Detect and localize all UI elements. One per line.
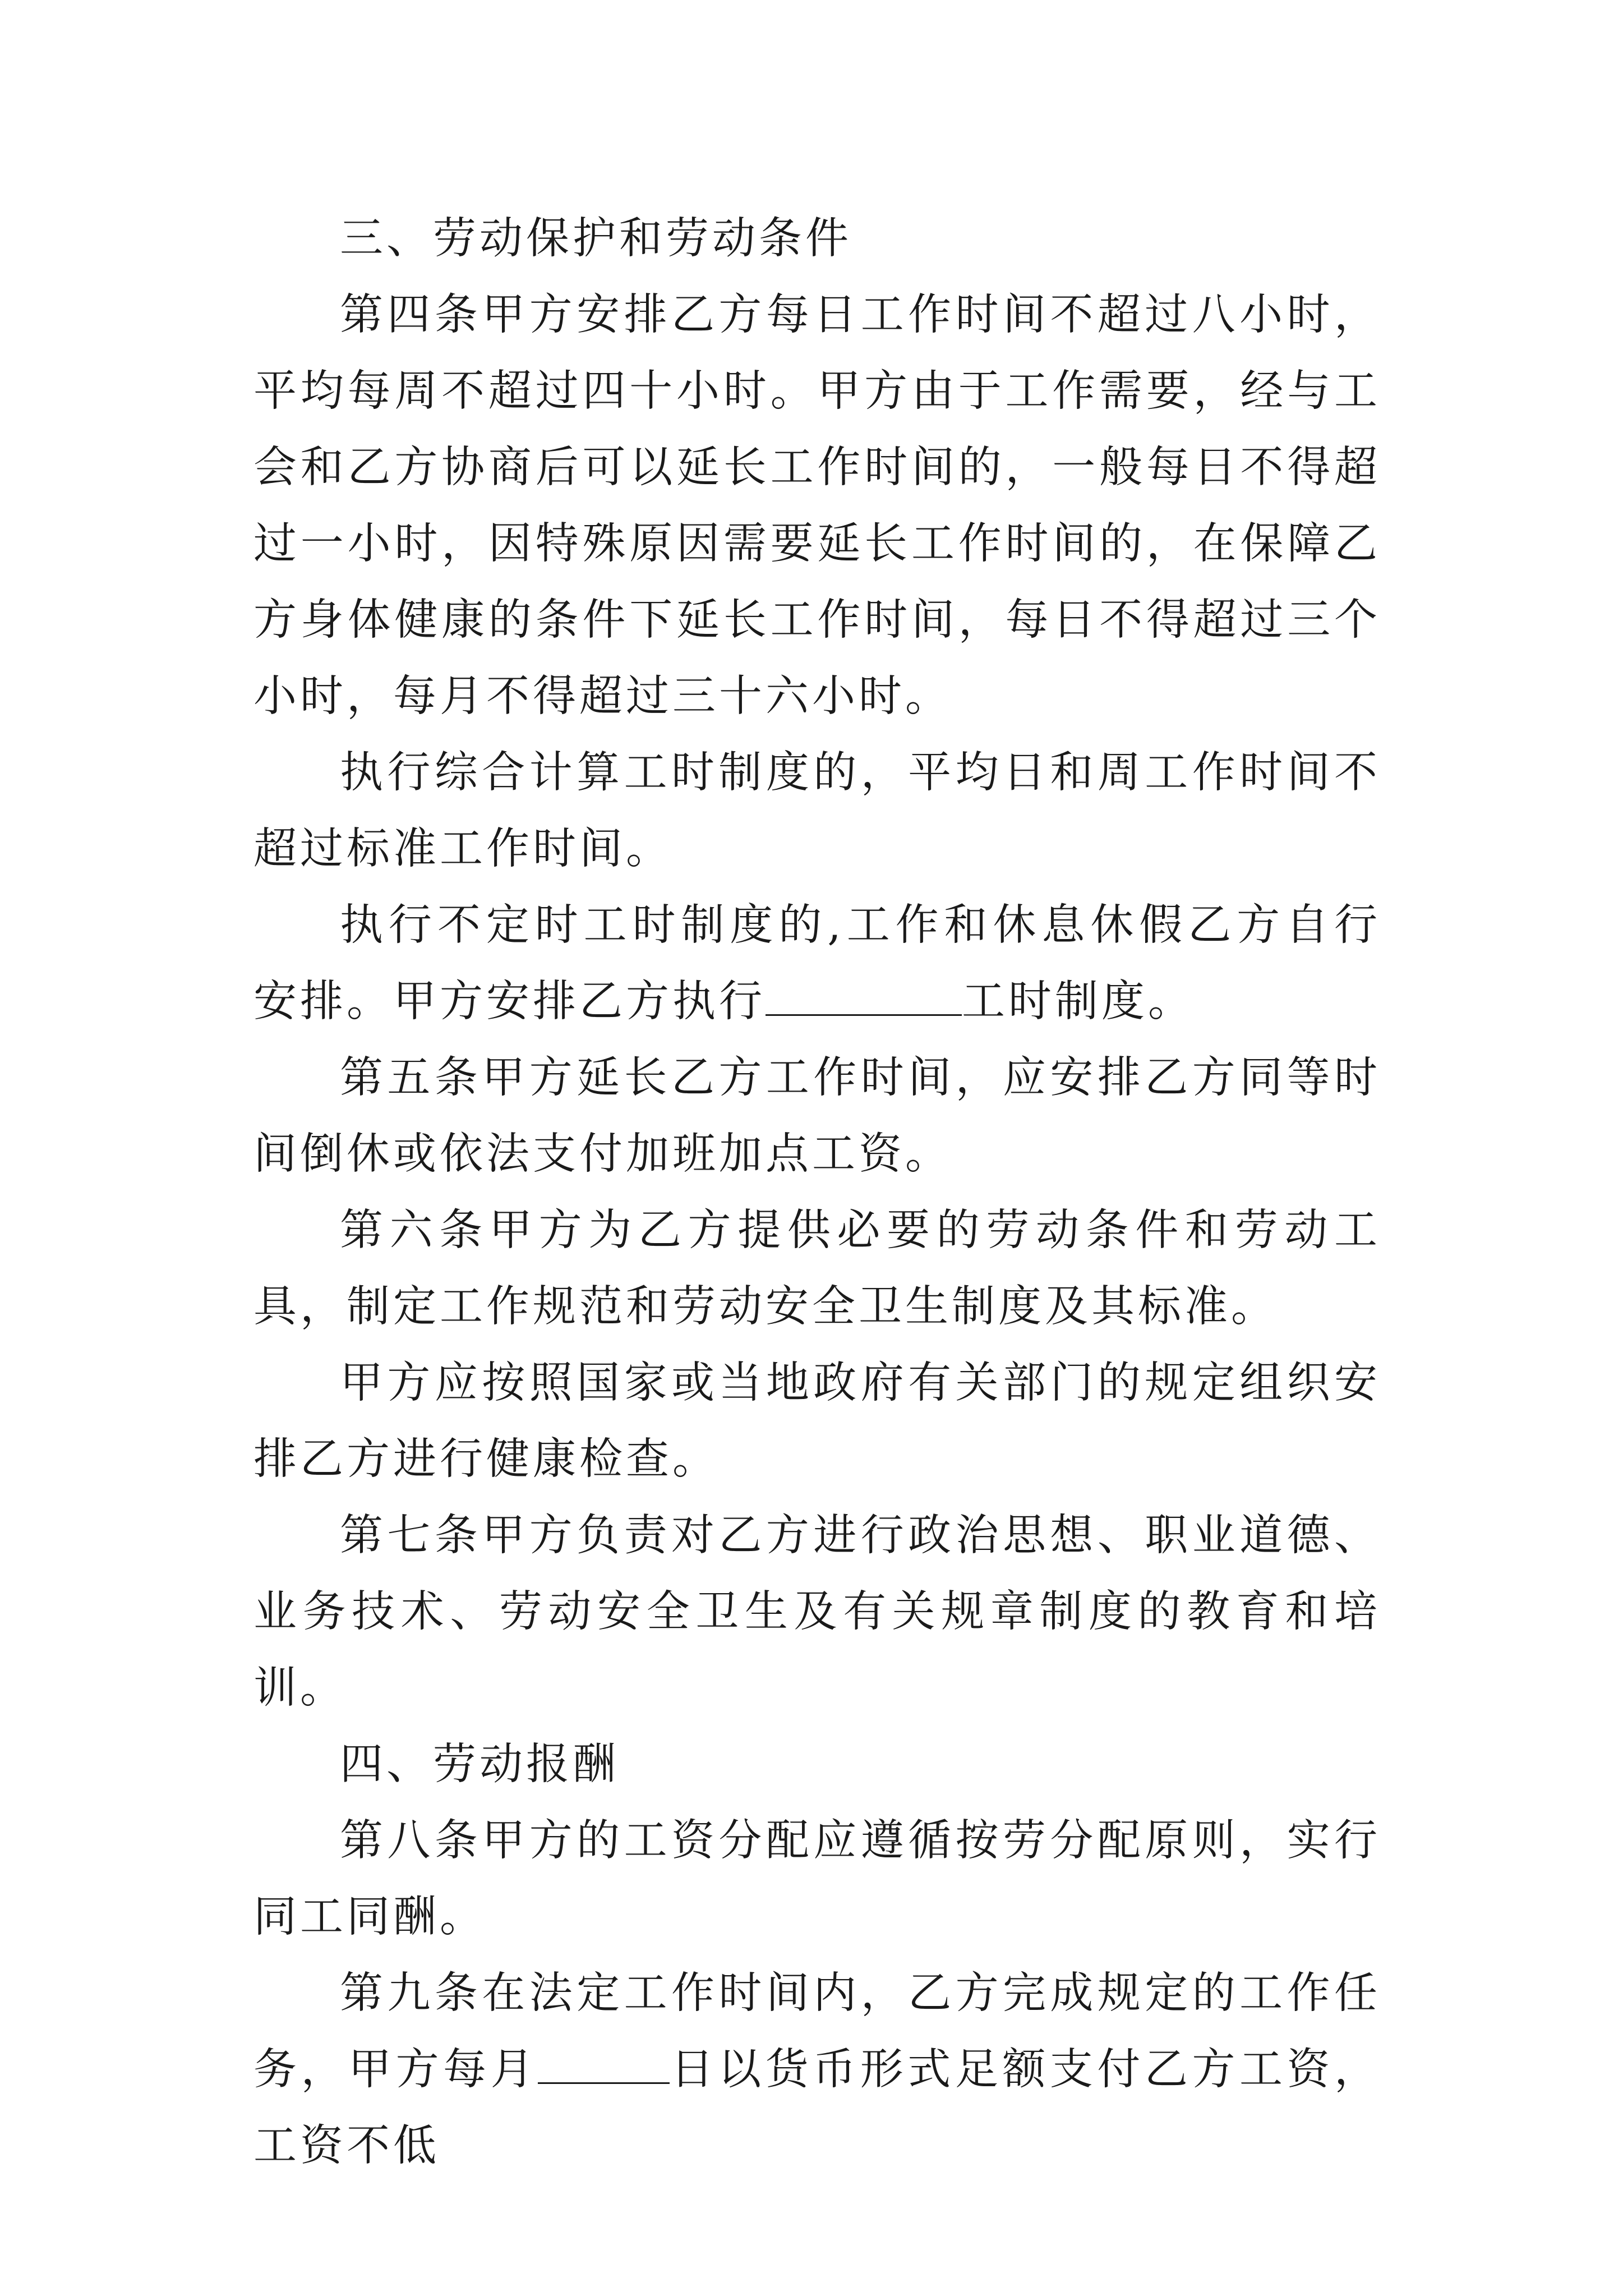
article-9 [253, 1955, 1381, 2184]
pay-day-blank [538, 2043, 670, 2084]
article-4-text-before-blank: 执行不定时工时制度的,工作和休息休假乙方自行安排。甲方安排乙方执行 [253, 900, 1381, 1027]
article-9-text-after-blank: 日以货币形式足额支付乙方工资，工资不低 [253, 2045, 1381, 2171]
article-4-text-after-blank: 工时制度。 [962, 977, 1195, 1027]
article-4-paragraph-3 [253, 887, 1381, 1040]
article-6-paragraph-1: 第六条甲方为乙方提供必要的劳动条件和劳动工具，制定工作规范和劳动安全卫生制度及其标准。 [253, 1205, 1381, 1332]
article-6-paragraph-2: 甲方应按照国家或当地政府有关部门的规定组织安排乙方进行健康检查。 [253, 1358, 1381, 1484]
article-8: 第八条甲方的工资分配应遵循按劳分配原则，实行同工同酬。 [253, 1816, 1381, 1942]
article-4-paragraph-1: 第四条甲方安排乙方每日工作时间不超过八小时，平均每周不超过四十小时。甲方由于工作需要，经与工会和乙方协商后可以延长工作时间的，一般每日不得超过一小时，因特殊原因需要延长工作时间的，在保障乙方身体健康的条件下延长工作时间，每日不得超过三个小时，每月不得超过三十六小时。 [253, 290, 1381, 721]
article-4-paragraph-2: 执行综合计算工时制度的，平均日和周工作时间不超过标准工作时间。 [253, 748, 1381, 874]
article-7: 第七条甲方负责对乙方进行政治思想、职业道德、业务技术、劳动安全卫生及有关规章制度的教育和培训。 [253, 1511, 1381, 1713]
section-3-heading: 三、劳动保护和劳动条件 [340, 214, 852, 264]
working-hours-system-blank [766, 975, 962, 1016]
article-5: 第五条甲方延长乙方工作时间，应安排乙方同等时间倒休或依法支付加班加点工资。 [253, 1053, 1381, 1179]
article-9-text-before-blank: 第九条在法定工作时间内，乙方完成规定的工作任务，甲方每月 [253, 1968, 1381, 2095]
document-body [253, 201, 1381, 2184]
section-4-heading: 四、劳动报酬 [340, 1740, 619, 1789]
